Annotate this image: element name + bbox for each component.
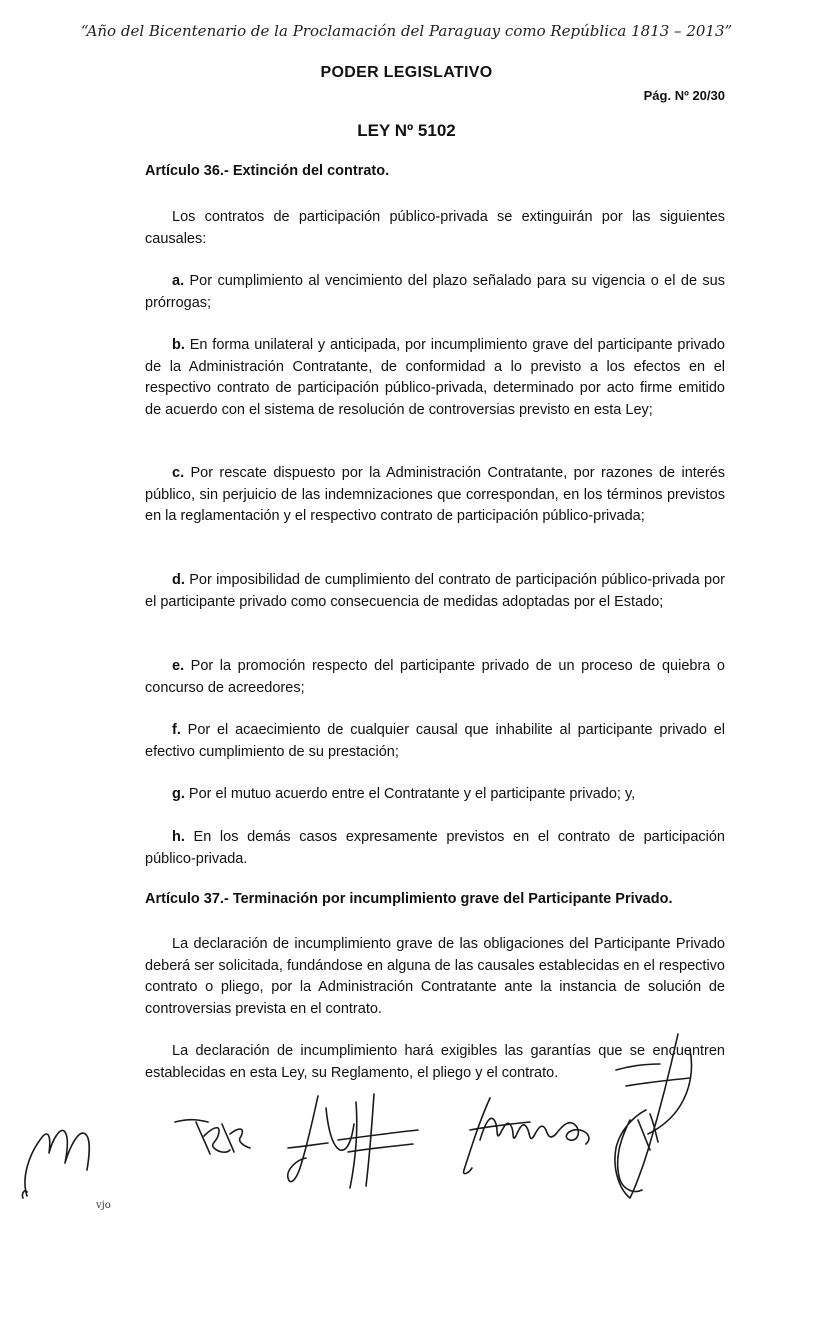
item-letter: h. — [172, 829, 185, 845]
list-item — [145, 570, 725, 613]
item-text: Por cumplimiento al vencimiento del plazo señalado para su vigencia o el de sus prórrogas; — [145, 273, 725, 311]
item-letter: f. — [172, 722, 181, 738]
list-item — [145, 827, 725, 870]
item-text: En los demás casos expresamente previstos en el contrato de participación público-privada. — [145, 829, 725, 867]
list-item — [145, 720, 725, 763]
item-letter: c. — [172, 465, 185, 481]
article-37-paragraph-1: La declaración de incumplimiento grave de las obligaciones del Participante Privado deberá ser solicitada, fundándose en alguna de las causales establecidas en el respectivo contrato o pliego, por la Administración Contratante ante la instancia de solución de controversias prevista en el contrato. — [145, 936, 725, 1017]
article-37-paragraph-2: La declaración de incumplimiento hará exigibles las garantías que se encuentren establecidas en esta Ley, su Reglamento, el pliego y el contrato. — [145, 1043, 725, 1081]
signature-2 — [170, 1112, 270, 1162]
article-36-heading: Artículo 36.- Extinción del contrato. — [145, 163, 390, 179]
list-item — [145, 784, 725, 806]
article-37-heading: Artículo 37.- Terminación por incumplimiento grave del Participante Privado. — [145, 891, 673, 907]
bicentenary-motto: “Año del Bicentenario de la Proclamación del Paraguay como República 1813 – 2013” — [80, 22, 733, 40]
signature-5 — [590, 1030, 710, 1205]
list-item — [145, 656, 725, 699]
signature-1 — [15, 1108, 125, 1203]
signature-3 — [278, 1088, 428, 1198]
item-text: En forma unilateral y anticipada, por incumplimiento grave del participante privado de la Administración Contratante, de conformidad a lo previsto a los efectos en el respectivo contrato de participación público-privada, determinado por acto firme emitido de acuerdo con el sistema de resolución de controversias previsto en esta Ley; — [145, 337, 725, 418]
item-letter: b. — [172, 337, 185, 353]
item-text: Por la promoción respecto del participante privado de un proceso de quiebra o concurso de acreedores; — [145, 658, 725, 696]
item-letter: g. — [172, 786, 185, 802]
page-number: Pág. Nº 20/30 — [643, 88, 725, 103]
law-title: LEY Nº 5102 — [357, 121, 456, 140]
list-item — [145, 271, 725, 314]
item-text: Por el mutuo acuerdo entre el Contratante y el participante privado; y, — [184, 786, 636, 802]
list-item — [145, 463, 725, 528]
item-letter: d. — [172, 572, 185, 588]
item-text: Por rescate dispuesto por la Administración Contratante, por razones de interés público, sin perjuicio de las indemnizaciones que correspondan, en los términos previstos en la reglamentación y el respectivo contrato de participación público-privada; — [145, 465, 725, 524]
item-text: Por el acaecimiento de cualquier causal que inhabilite al participante privado el efectivo cumplimiento de su prestación; — [145, 722, 725, 760]
item-text: Por imposibilidad de cumplimiento del contrato de participación público-privada por el participante privado como consecuencia de medidas adoptadas por el Estado; — [145, 572, 725, 610]
item-letter: e. — [172, 658, 185, 674]
signature-4 — [450, 1090, 605, 1180]
institution-title: PODER LEGISLATIVO — [320, 64, 493, 81]
typist-initials: vjo — [96, 1200, 111, 1211]
item-letter: a. — [172, 273, 185, 289]
list-item — [145, 335, 725, 421]
article-36-intro: Los contratos de participación público-privada se extinguirán por las siguientes causales: — [145, 209, 725, 247]
